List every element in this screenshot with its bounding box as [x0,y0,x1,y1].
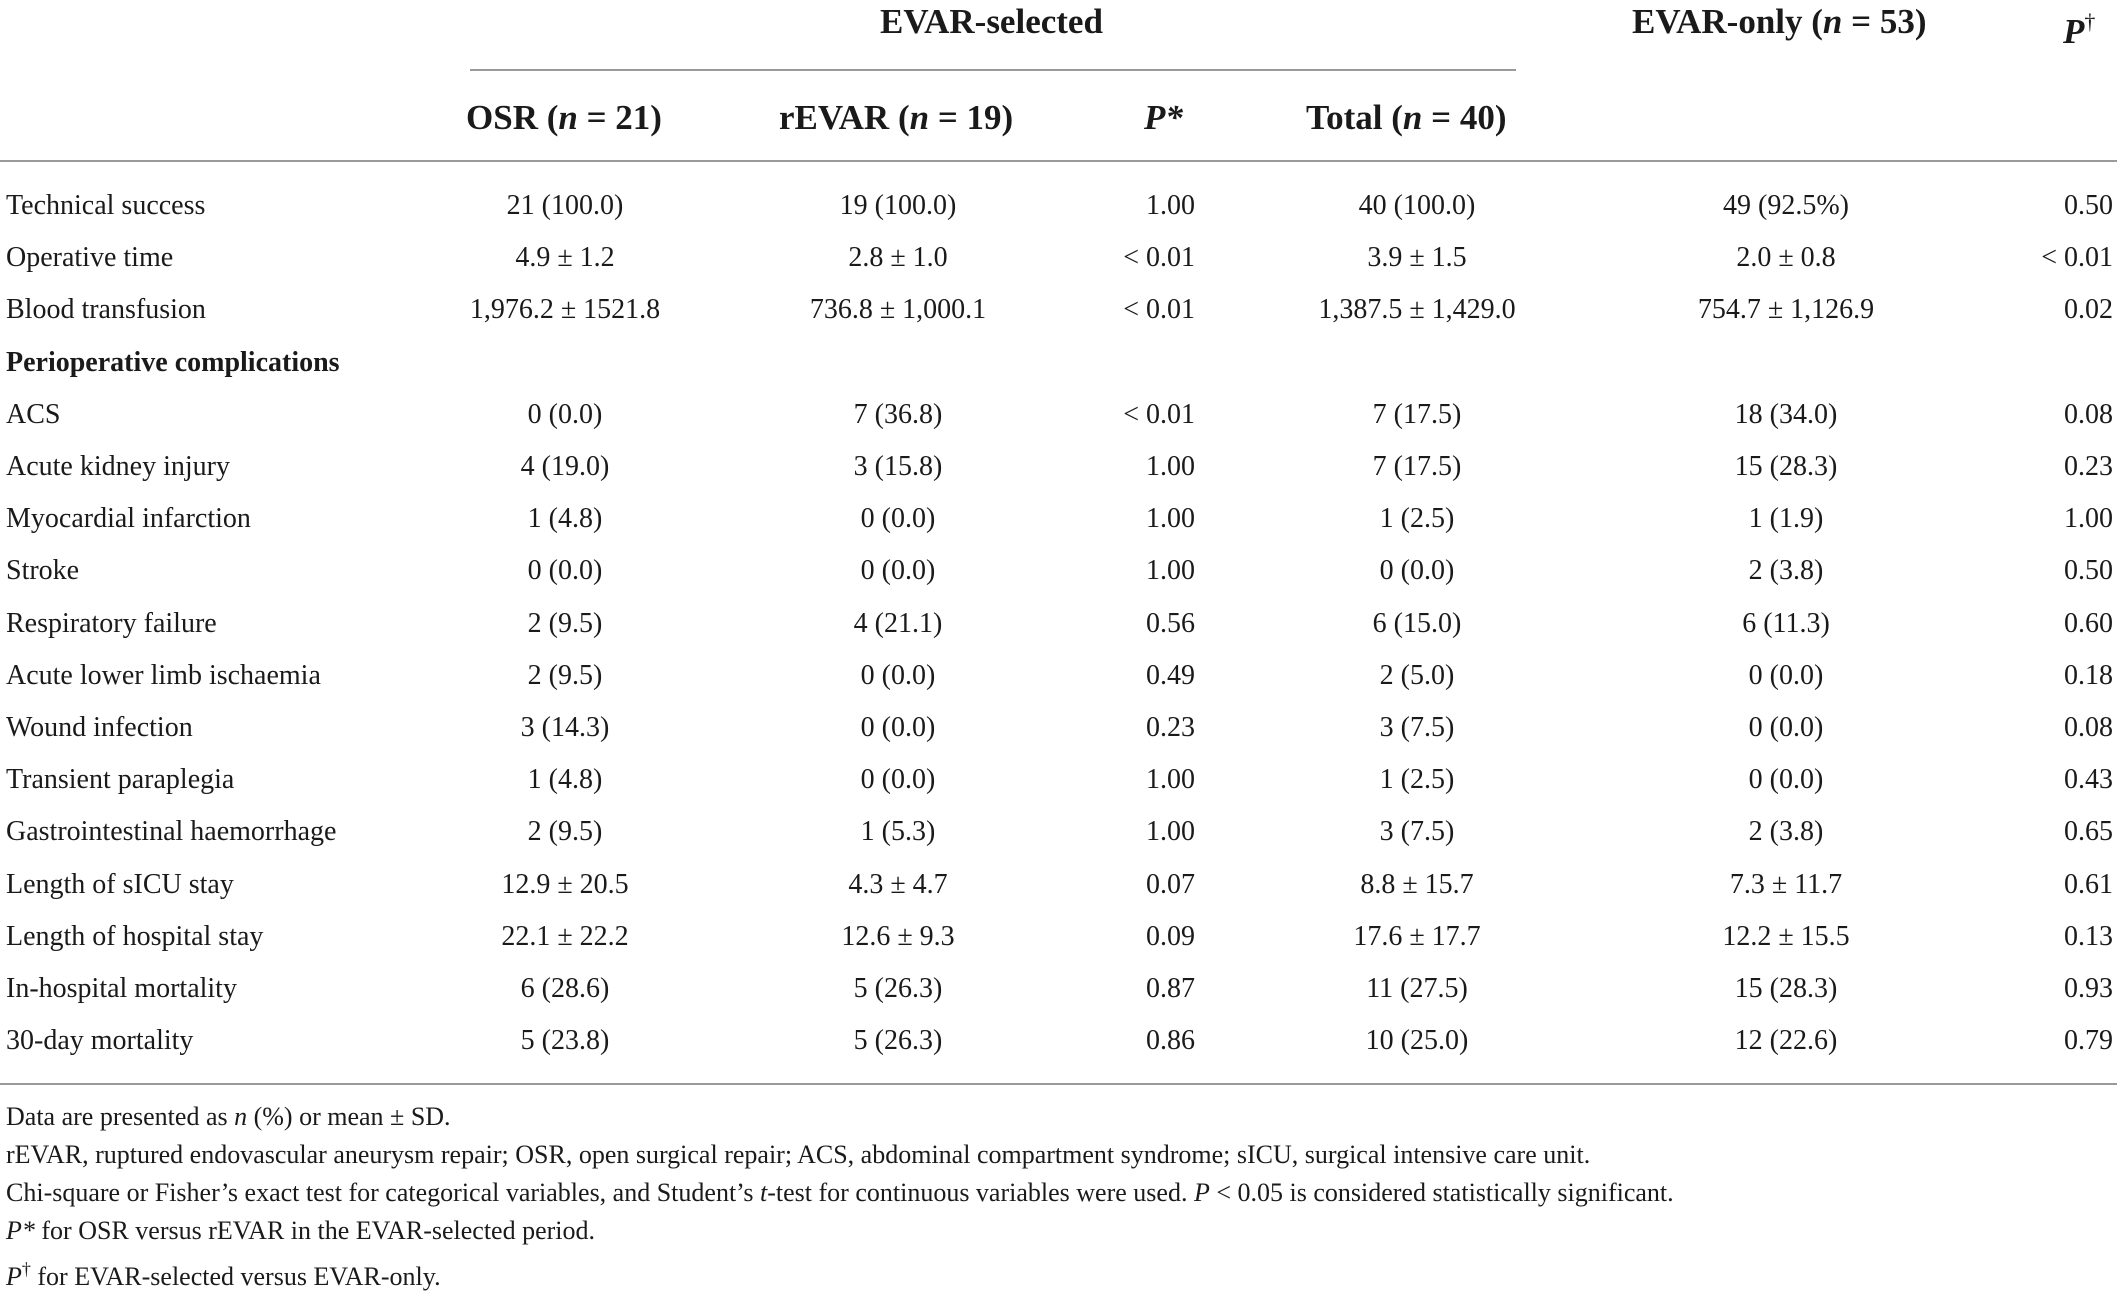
cell-total: 40 (100.0) [1358,190,1476,221]
cell-p-dagger: 0.02 [2064,294,2113,326]
header-p-star: P* [1144,98,1183,137]
table-row [0,389,2117,441]
row-label: Respiratory failure [6,607,217,639]
table-row [0,284,2117,336]
row-label: Transient paraplegia [6,764,235,796]
section-heading-row [0,337,2117,389]
cell-p-star: 1.00 [1146,190,1195,221]
cell-p-dagger: 0.18 [2064,659,2113,691]
cell-total: 3 (7.5) [1379,816,1455,848]
cell-evar-only: 0 (0.0) [1748,712,1824,743]
cell-revar: 0 (0.0) [860,712,936,743]
cell-osr: 1 (4.8) [527,503,603,535]
section-heading: Perioperative complications [6,346,340,378]
header-osr: OSR (n = 21) [466,98,662,137]
table-row [0,1015,2117,1067]
cell-p-star: < 0.01 [1123,242,1195,274]
cell-revar: 3 (15.8) [853,451,943,482]
cell-osr: 1 (4.8) [527,764,603,796]
cell-osr: 2 (9.5) [527,607,603,639]
cell-total: 3.9 ± 1.5 [1367,242,1467,274]
table-row [0,232,2117,284]
cell-p-dagger: 0.23 [2064,451,2113,482]
header-revar: rEVAR (n = 19) [779,98,1014,137]
row-label: Gastrointestinal haemorrhage [6,816,337,848]
footnote-p-star: P* for OSR versus rEVAR in the EVAR-selected period. [6,1216,596,1245]
cell-evar-only: 15 (28.3) [1734,973,1838,1004]
cell-evar-only: 0 (0.0) [1748,764,1824,796]
row-label: Acute kidney injury [6,451,230,482]
cell-total: 11 (27.5) [1366,973,1468,1004]
cell-osr: 12.9 ± 20.5 [501,868,629,900]
cell-p-dagger: 0.93 [2064,973,2113,1004]
cell-p-dagger: 0.50 [2064,190,2113,221]
table-row [0,859,2117,911]
cell-total: 10 (25.0) [1365,1025,1469,1057]
cell-p-dagger: 0.43 [2064,764,2113,796]
cell-p-dagger: 0.08 [2064,712,2113,743]
cell-p-dagger: 0.13 [2064,920,2113,952]
cell-p-dagger: 1.00 [2064,503,2113,535]
cell-osr: 22.1 ± 22.2 [501,920,629,952]
cell-revar: 0 (0.0) [860,764,936,796]
cell-evar-only: 12.2 ± 15.5 [1722,920,1850,952]
cell-p-dagger: 0.79 [2064,1025,2113,1057]
cell-p-dagger: 0.08 [2064,398,2113,430]
cell-total: 17.6 ± 17.7 [1353,920,1481,952]
table-row [0,650,2117,702]
header-bottom-rule [0,160,2117,162]
cell-total: 7 (17.5) [1372,451,1462,482]
cell-evar-only: 2 (3.8) [1748,816,1824,848]
cell-total: 6 (15.0) [1372,607,1462,639]
group-underline [470,69,1516,71]
table-bottom-rule [0,1083,2117,1085]
cell-evar-only: 12 (22.6) [1734,1025,1838,1057]
cell-evar-only: 15 (28.3) [1734,451,1838,482]
row-label: ACS [6,398,61,430]
cell-osr: 0 (0.0) [527,555,603,587]
cell-osr: 5 (23.8) [520,1025,610,1057]
cell-evar-only: 754.7 ± 1,126.9 [1697,294,1875,326]
header-p-dagger: P† [2063,9,2096,51]
cell-p-star: 0.23 [1146,712,1195,743]
cell-revar: 7 (36.8) [853,398,943,430]
cell-p-dagger: < 0.01 [2041,242,2113,274]
cell-p-dagger: 0.65 [2064,816,2113,848]
cell-p-star: 0.09 [1146,920,1195,952]
cell-osr: 4.9 ± 1.2 [515,242,615,274]
cell-total: 1,387.5 ± 1,429.0 [1318,294,1516,326]
cell-revar: 4 (21.1) [853,607,943,639]
header-total: Total (n = 40) [1306,98,1507,137]
cell-osr: 0 (0.0) [527,398,603,430]
cell-revar: 0 (0.0) [860,555,936,587]
cell-revar: 0 (0.0) [860,503,936,535]
cell-osr: 6 (28.6) [520,973,610,1004]
cell-evar-only: 2.0 ± 0.8 [1736,242,1836,274]
cell-p-dagger: 0.61 [2064,868,2113,900]
cell-revar: 736.8 ± 1,000.1 [809,294,987,326]
cell-p-star: < 0.01 [1123,398,1195,430]
cell-osr: 3 (14.3) [520,712,610,743]
footnote-statistics: Chi-square or Fisher’s exact test for categorical variables, and Student’s t-test for continuous variables were used. P < 0.05 is considered statistically significant. [6,1178,1674,1207]
cell-p-dagger: 0.50 [2064,555,2113,587]
cell-total: 8.8 ± 15.7 [1360,868,1474,900]
header-evar-only: EVAR-only (n = 53) [1632,2,1927,41]
cell-osr: 4 (19.0) [520,451,610,482]
cell-p-star: 1.00 [1146,555,1195,587]
cell-revar: 0 (0.0) [860,659,936,691]
cell-revar: 2.8 ± 1.0 [848,242,948,274]
cell-evar-only: 0 (0.0) [1748,659,1824,691]
cell-evar-only: 6 (11.3) [1742,607,1830,639]
cell-revar: 19 (100.0) [839,190,957,221]
table-row [0,702,2117,754]
table-row [0,911,2117,963]
cell-osr: 1,976.2 ± 1521.8 [469,294,661,326]
cell-evar-only: 49 (92.5%) [1723,190,1849,221]
cell-osr: 2 (9.5) [527,816,603,848]
cell-total: 7 (17.5) [1372,398,1462,430]
cell-p-star: 0.49 [1146,659,1195,691]
cell-p-star: 0.86 [1146,1025,1195,1057]
row-label: Technical success [6,190,206,221]
footnote-data-format: Data are presented as n (%) or mean ± SD. [6,1102,451,1131]
cell-evar-only: 1 (1.9) [1748,503,1824,535]
cell-p-star: 1.00 [1146,503,1195,535]
row-label: 30-day mortality [6,1025,194,1057]
cell-total: 1 (2.5) [1379,764,1455,796]
cell-p-star: 1.00 [1146,451,1195,482]
cell-revar: 5 (26.3) [853,1025,943,1057]
table-row [0,545,2117,597]
row-label: Length of sICU stay [6,868,234,900]
cell-osr: 21 (100.0) [506,190,624,221]
cell-p-star: 1.00 [1146,816,1195,848]
table-row [0,806,2117,858]
cell-p-star: 1.00 [1146,764,1195,796]
table-row [0,598,2117,650]
cell-total: 3 (7.5) [1379,712,1455,743]
table-row [0,963,2117,1015]
row-label: Wound infection [6,712,193,743]
row-label: In-hospital mortality [6,973,237,1004]
cell-p-star: 0.56 [1146,607,1195,639]
cell-p-star: 0.07 [1146,868,1195,900]
row-label: Operative time [6,242,174,274]
footnote-p-dagger: P† for EVAR-selected versus EVAR-only. [6,1259,441,1291]
footnote-abbreviations: rEVAR, ruptured endovascular aneurysm repair; OSR, open surgical repair; ACS, abdominal compartment syndrome; sICU, surgical intensive care unit. [6,1140,1591,1169]
table-row [0,754,2117,806]
cell-evar-only: 7.3 ± 11.7 [1729,868,1843,900]
cell-evar-only: 2 (3.8) [1748,555,1824,587]
cell-revar: 12.6 ± 9.3 [841,920,955,952]
cell-p-star: 0.87 [1146,973,1195,1004]
cell-total: 2 (5.0) [1379,659,1455,691]
cell-evar-only: 18 (34.0) [1734,398,1838,430]
table-row [0,493,2117,545]
cell-total: 0 (0.0) [1379,555,1455,587]
row-label: Stroke [6,555,80,587]
row-label: Acute lower limb ischaemia [6,659,321,691]
cell-revar: 5 (26.3) [853,973,943,1004]
cell-osr: 2 (9.5) [527,659,603,691]
cell-total: 1 (2.5) [1379,503,1455,535]
cell-p-star: < 0.01 [1123,294,1195,326]
row-label: Blood transfusion [6,294,206,326]
table-row [0,180,2117,232]
header-evar-selected: EVAR-selected [880,2,1103,41]
row-label: Length of hospital stay [6,920,264,952]
row-label: Myocardial infarction [6,503,251,535]
cell-revar: 4.3 ± 4.7 [848,868,948,900]
cell-revar: 1 (5.3) [860,816,936,848]
table-row [0,441,2117,493]
cell-p-dagger: 0.60 [2064,607,2113,639]
